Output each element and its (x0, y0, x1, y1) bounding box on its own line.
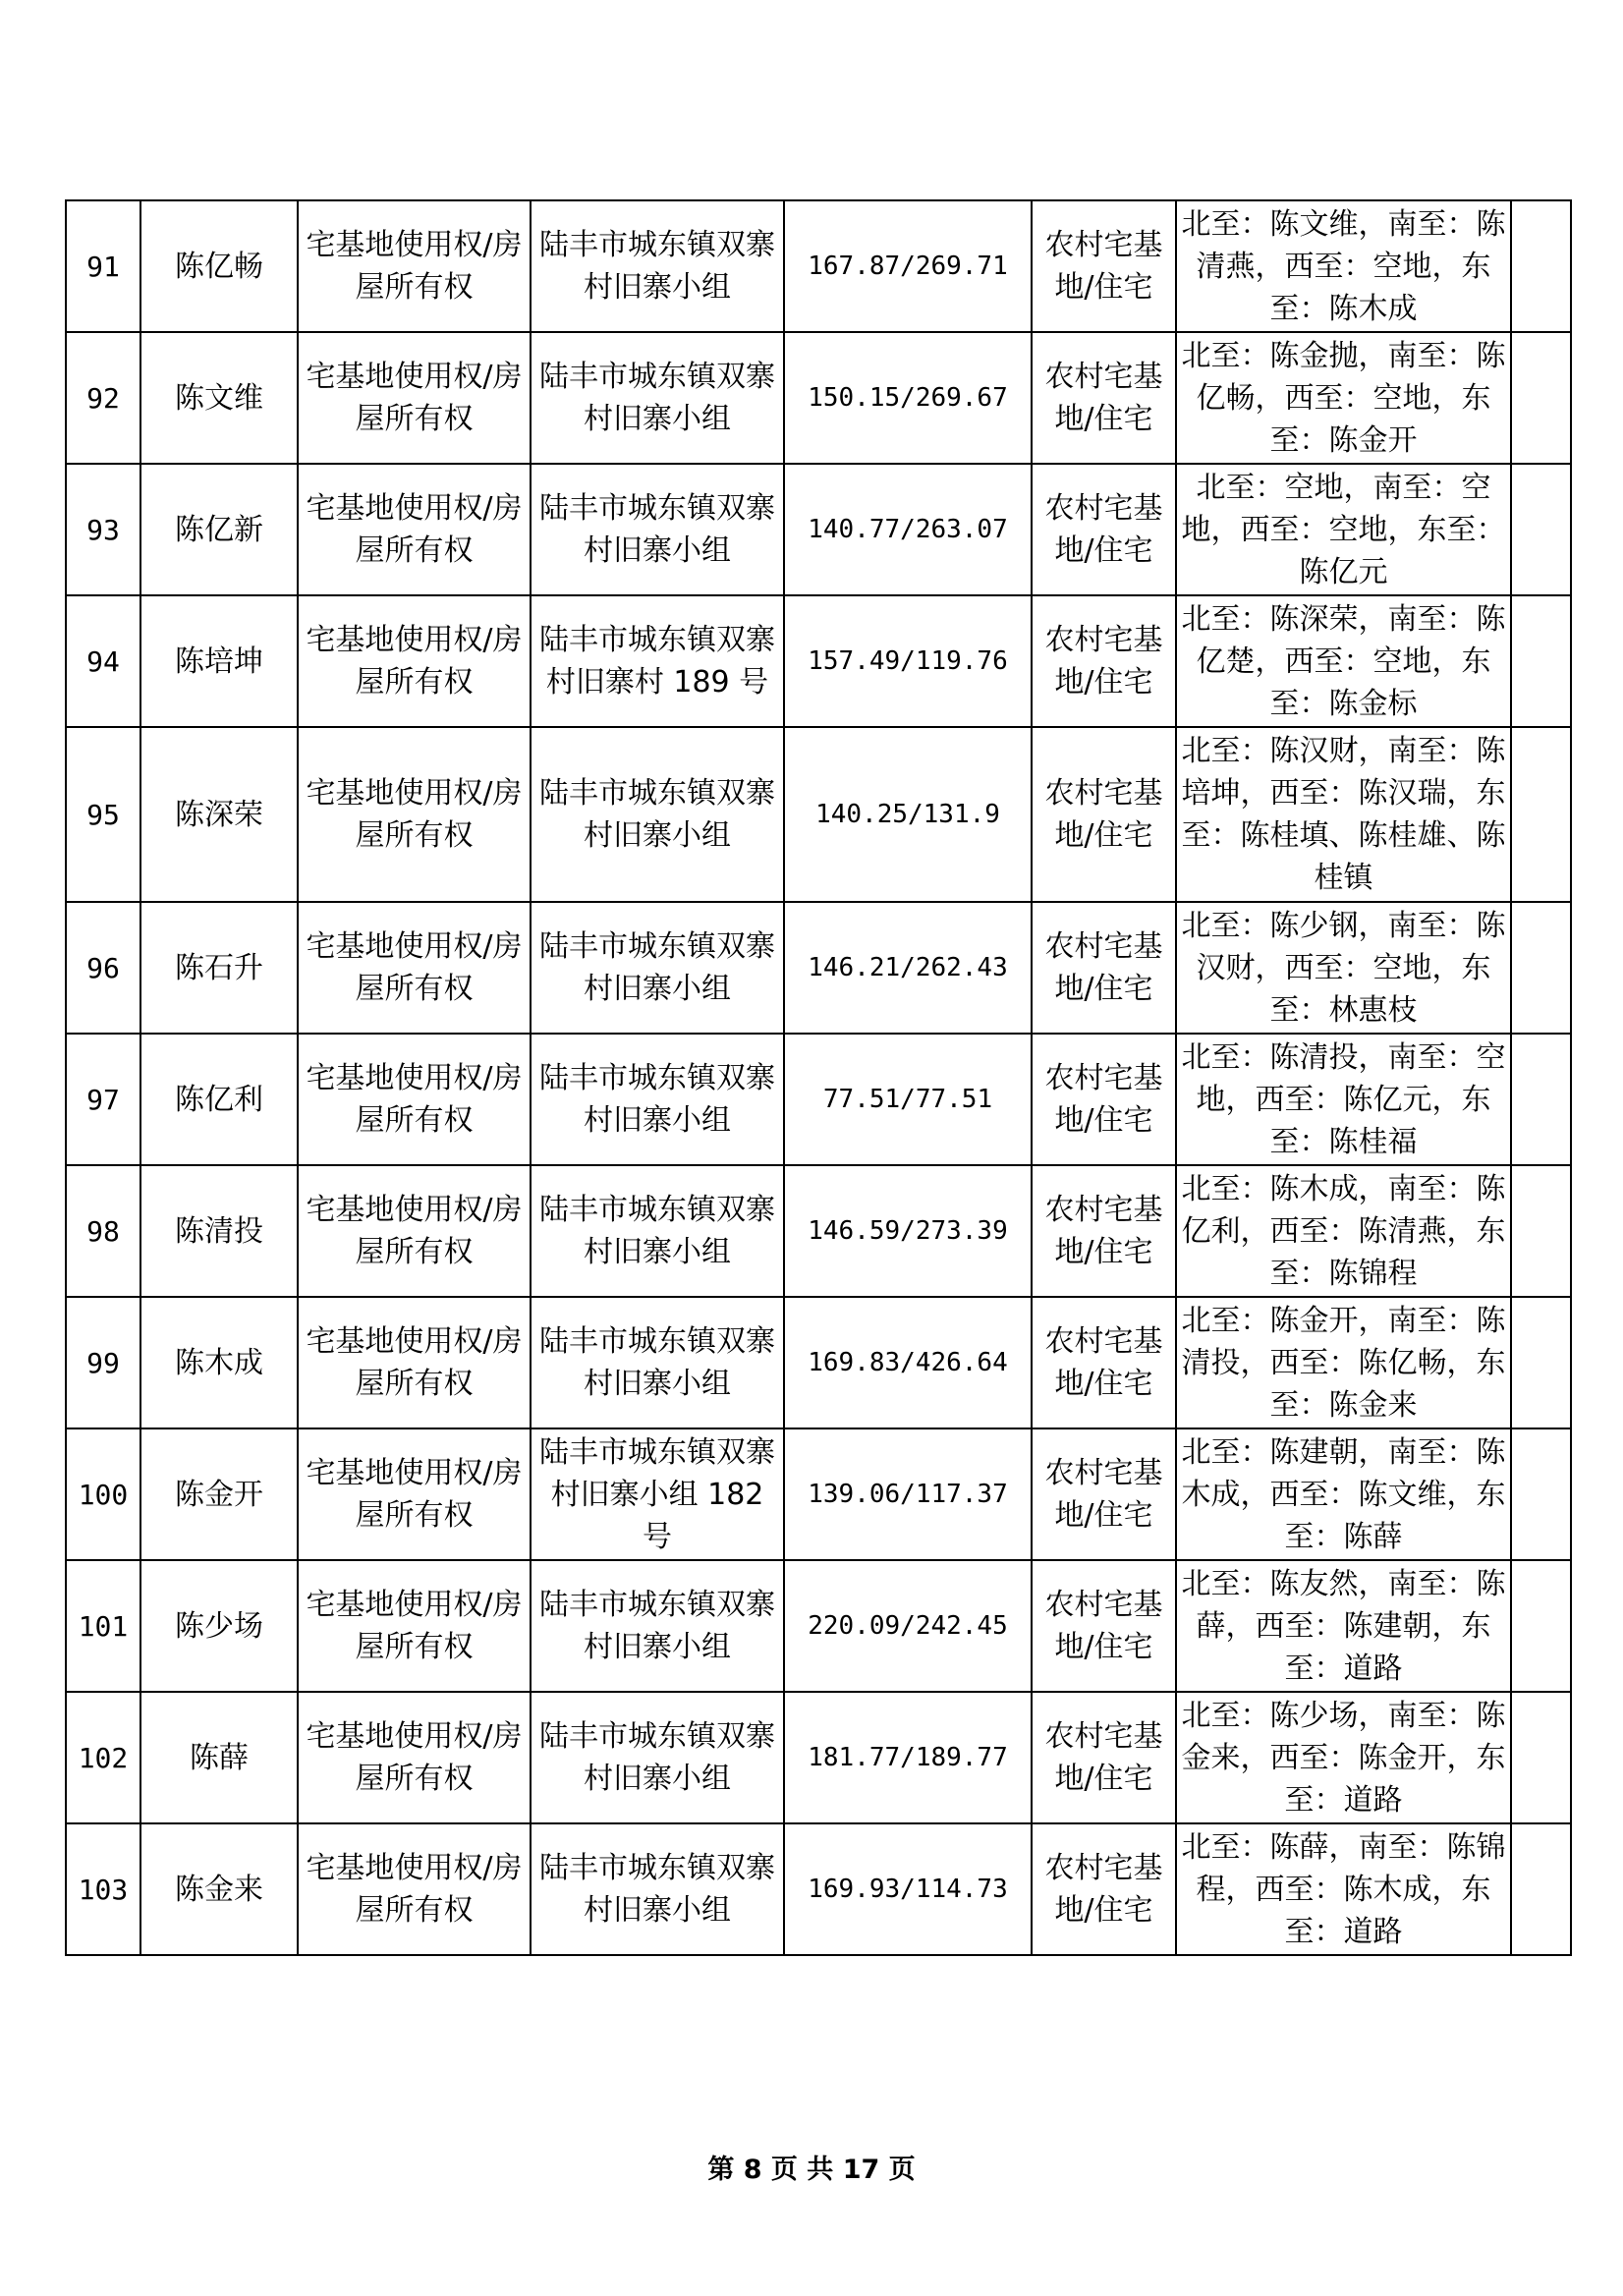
cell-usage: 农村宅基地/住宅 (1032, 200, 1176, 332)
record-table-container (65, 199, 1570, 1956)
cell-usage: 农村宅基地/住宅 (1032, 332, 1176, 464)
record-table-body (66, 200, 1571, 1955)
cell-name: 陈亿利 (140, 1034, 298, 1165)
cell-note (1511, 727, 1571, 902)
cell-location: 陆丰市城东镇双寨村旧寨小组 (531, 1165, 784, 1297)
cell-right-type: 宅基地使用权/房屋所有权 (298, 1165, 531, 1297)
cell-note (1511, 902, 1571, 1034)
cell-name: 陈清投 (140, 1165, 298, 1297)
cell-area: 146.59/273.39 (784, 1165, 1032, 1297)
cell-name: 陈少场 (140, 1560, 298, 1692)
cell-usage: 农村宅基地/住宅 (1032, 1560, 1176, 1692)
cell-boundaries: 北至：陈金抛，南至：陈亿畅，西至：空地，东至：陈金开 (1176, 332, 1511, 464)
cell-usage: 农村宅基地/住宅 (1032, 1165, 1176, 1297)
cell-note (1511, 464, 1571, 595)
cell-number: 95 (66, 727, 140, 902)
cell-number: 98 (66, 1165, 140, 1297)
cell-note (1511, 1165, 1571, 1297)
cell-number: 96 (66, 902, 140, 1034)
cell-usage: 农村宅基地/住宅 (1032, 727, 1176, 902)
table-row (66, 1428, 1571, 1560)
cell-boundaries: 北至：陈金开，南至：陈清投，西至：陈亿畅，东至：陈金来 (1176, 1297, 1511, 1428)
cell-right-type: 宅基地使用权/房屋所有权 (298, 727, 531, 902)
cell-name: 陈亿畅 (140, 200, 298, 332)
cell-number: 103 (66, 1823, 140, 1955)
cell-name: 陈石升 (140, 902, 298, 1034)
cell-location: 陆丰市城东镇双寨村旧寨小组 (531, 1560, 784, 1692)
cell-note (1511, 332, 1571, 464)
cell-right-type: 宅基地使用权/房屋所有权 (298, 1692, 531, 1823)
cell-right-type: 宅基地使用权/房屋所有权 (298, 595, 531, 727)
cell-right-type: 宅基地使用权/房屋所有权 (298, 1823, 531, 1955)
cell-location: 陆丰市城东镇双寨村旧寨小组 (531, 727, 784, 902)
record-table (65, 199, 1572, 1956)
cell-boundaries: 北至：陈木成，南至：陈亿利，西至：陈清燕，东至：陈锦程 (1176, 1165, 1511, 1297)
cell-note (1511, 1560, 1571, 1692)
cell-note (1511, 1034, 1571, 1165)
cell-right-type: 宅基地使用权/房屋所有权 (298, 464, 531, 595)
cell-number: 92 (66, 332, 140, 464)
cell-number: 91 (66, 200, 140, 332)
cell-note (1511, 1297, 1571, 1428)
cell-boundaries: 北至：空地，南至：空地，西至：空地，东至：陈亿元 (1176, 464, 1511, 595)
cell-name: 陈薛 (140, 1692, 298, 1823)
cell-location: 陆丰市城东镇双寨村旧寨小组 (531, 464, 784, 595)
cell-boundaries: 北至：陈文维，南至：陈清燕，西至：空地，东至：陈木成 (1176, 200, 1511, 332)
cell-boundaries: 北至：陈薛，南至：陈锦程，西至：陈木成，东至：道路 (1176, 1823, 1511, 1955)
cell-area: 157.49/119.76 (784, 595, 1032, 727)
table-row (66, 1297, 1571, 1428)
cell-location: 陆丰市城东镇双寨村旧寨小组 (531, 332, 784, 464)
table-row (66, 1034, 1571, 1165)
cell-name: 陈文维 (140, 332, 298, 464)
cell-boundaries: 北至：陈建朝，南至：陈木成，西至：陈文维，东至：陈薛 (1176, 1428, 1511, 1560)
cell-area: 181.77/189.77 (784, 1692, 1032, 1823)
cell-area: 150.15/269.67 (784, 332, 1032, 464)
table-row (66, 595, 1571, 727)
cell-name: 陈亿新 (140, 464, 298, 595)
cell-area: 167.87/269.71 (784, 200, 1032, 332)
cell-area: 77.51/77.51 (784, 1034, 1032, 1165)
cell-boundaries: 北至：陈深荣，南至：陈亿楚，西至：空地，东至：陈金标 (1176, 595, 1511, 727)
cell-name: 陈培坤 (140, 595, 298, 727)
cell-usage: 农村宅基地/住宅 (1032, 1297, 1176, 1428)
cell-note (1511, 200, 1571, 332)
cell-usage: 农村宅基地/住宅 (1032, 1428, 1176, 1560)
cell-area: 220.09/242.45 (784, 1560, 1032, 1692)
table-row (66, 1165, 1571, 1297)
cell-location: 陆丰市城东镇双寨村旧寨小组 (531, 200, 784, 332)
table-row (66, 1692, 1571, 1823)
cell-note (1511, 1428, 1571, 1560)
cell-number: 97 (66, 1034, 140, 1165)
cell-usage: 农村宅基地/住宅 (1032, 464, 1176, 595)
cell-location: 陆丰市城东镇双寨村旧寨小组 (531, 902, 784, 1034)
cell-area: 139.06/117.37 (784, 1428, 1032, 1560)
cell-location: 陆丰市城东镇双寨村旧寨村 189 号 (531, 595, 784, 727)
cell-boundaries: 北至：陈汉财，南至：陈培坤，西至：陈汉瑞，东至：陈桂填、陈桂雄、陈桂镇 (1176, 727, 1511, 902)
cell-location: 陆丰市城东镇双寨村旧寨小组 (531, 1692, 784, 1823)
cell-area: 146.21/262.43 (784, 902, 1032, 1034)
cell-note (1511, 1823, 1571, 1955)
cell-area: 169.83/426.64 (784, 1297, 1032, 1428)
cell-right-type: 宅基地使用权/房屋所有权 (298, 200, 531, 332)
cell-location: 陆丰市城东镇双寨村旧寨小组 (531, 1297, 784, 1428)
cell-usage: 农村宅基地/住宅 (1032, 1823, 1176, 1955)
table-row (66, 200, 1571, 332)
cell-right-type: 宅基地使用权/房屋所有权 (298, 332, 531, 464)
cell-number: 101 (66, 1560, 140, 1692)
table-row (66, 464, 1571, 595)
cell-right-type: 宅基地使用权/房屋所有权 (298, 1428, 531, 1560)
cell-name: 陈深荣 (140, 727, 298, 902)
cell-number: 93 (66, 464, 140, 595)
cell-note (1511, 595, 1571, 727)
cell-area: 140.25/131.9 (784, 727, 1032, 902)
cell-location: 陆丰市城东镇双寨村旧寨小组 (531, 1034, 784, 1165)
cell-usage: 农村宅基地/住宅 (1032, 1034, 1176, 1165)
cell-boundaries: 北至：陈清投，南至：空地，西至：陈亿元，东至：陈桂福 (1176, 1034, 1511, 1165)
cell-location: 陆丰市城东镇双寨村旧寨小组 182 号 (531, 1428, 784, 1560)
cell-number: 102 (66, 1692, 140, 1823)
cell-name: 陈金来 (140, 1823, 298, 1955)
cell-number: 100 (66, 1428, 140, 1560)
cell-location: 陆丰市城东镇双寨村旧寨小组 (531, 1823, 784, 1955)
table-row (66, 332, 1571, 464)
cell-area: 140.77/263.07 (784, 464, 1032, 595)
cell-right-type: 宅基地使用权/房屋所有权 (298, 902, 531, 1034)
cell-number: 94 (66, 595, 140, 727)
cell-usage: 农村宅基地/住宅 (1032, 595, 1176, 727)
page-number: 第 8 页 共 17 页 (707, 2155, 916, 2185)
cell-area: 169.93/114.73 (784, 1823, 1032, 1955)
cell-right-type: 宅基地使用权/房屋所有权 (298, 1297, 531, 1428)
cell-usage: 农村宅基地/住宅 (1032, 902, 1176, 1034)
table-row (66, 727, 1571, 902)
cell-note (1511, 1692, 1571, 1823)
table-row (66, 1560, 1571, 1692)
table-row (66, 1823, 1571, 1955)
cell-boundaries: 北至：陈少场，南至：陈金来，西至：陈金开，东至：道路 (1176, 1692, 1511, 1823)
cell-name: 陈木成 (140, 1297, 298, 1428)
table-row (66, 902, 1571, 1034)
cell-name: 陈金开 (140, 1428, 298, 1560)
cell-boundaries: 北至：陈少钢，南至：陈汉财，西至：空地，东至：林惠枝 (1176, 902, 1511, 1034)
cell-usage: 农村宅基地/住宅 (1032, 1692, 1176, 1823)
cell-boundaries: 北至：陈友然，南至：陈薛，西至：陈建朝，东至：道路 (1176, 1560, 1511, 1692)
cell-right-type: 宅基地使用权/房屋所有权 (298, 1560, 531, 1692)
cell-number: 99 (66, 1297, 140, 1428)
cell-right-type: 宅基地使用权/房屋所有权 (298, 1034, 531, 1165)
